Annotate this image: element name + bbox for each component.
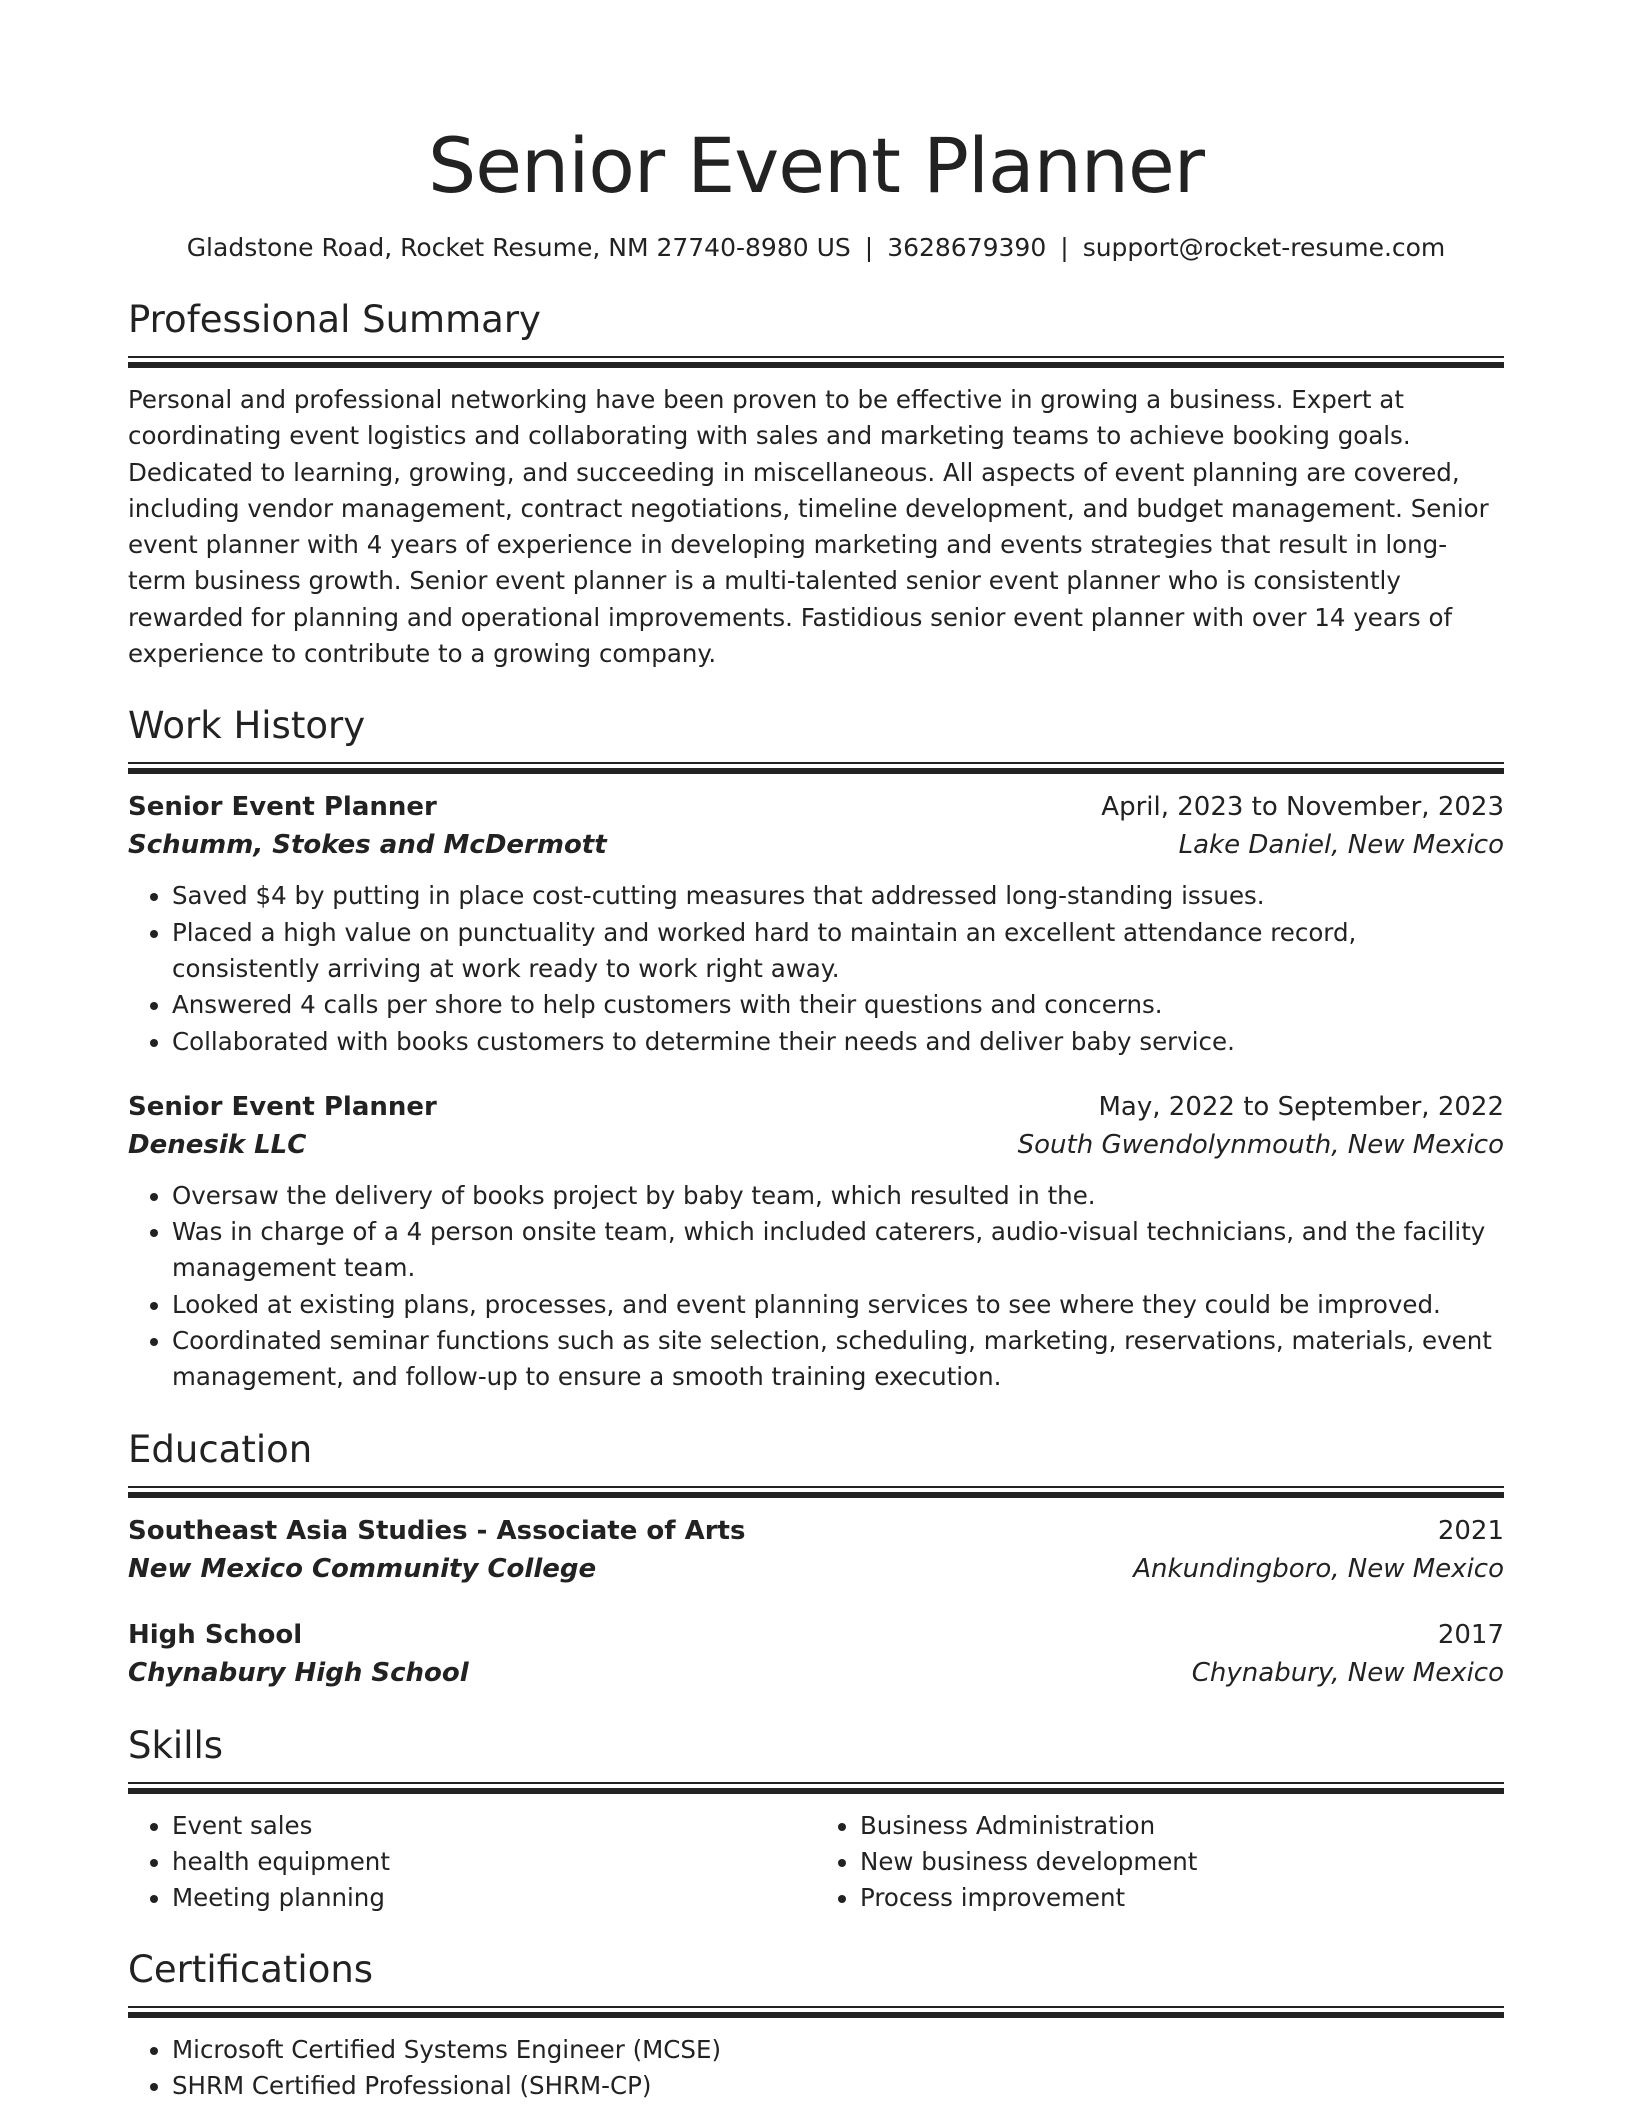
education-location: Ankundingboro, New Mexico — [1133, 1553, 1504, 1584]
job-entry — [128, 1088, 1504, 1396]
summary-section — [128, 296, 1504, 672]
certifications-section — [128, 1946, 1504, 2104]
job-location: Lake Daniel, New Mexico — [1178, 830, 1504, 861]
certification-item: • Microsoft Certified Systems Engineer (MCSE) — [172, 2032, 1504, 2068]
job-bullet: • Answered 4 calls per shore to help customers with their questions and concerns. — [172, 987, 1504, 1023]
contact-separator: | — [864, 233, 874, 262]
education-school: Chynabury High School — [128, 1657, 469, 1688]
section-title-skills: Skills — [128, 1723, 224, 1767]
job-bullets — [128, 878, 1504, 1059]
job-entry — [128, 788, 1504, 1059]
work-section — [128, 702, 1504, 1395]
education-degree: Southeast Asia Studies - Associate of Arts — [128, 1515, 746, 1546]
section-divider — [128, 2006, 1504, 2018]
job-bullet: • Oversaw the delivery of books project by baby team, which resulted in the. — [172, 1178, 1504, 1214]
skill-item: • Business Administration — [860, 1808, 1504, 1844]
job-location: South Gwendolynmouth, New Mexico — [1017, 1129, 1504, 1160]
job-company: Denesik LLC — [128, 1129, 307, 1160]
education-degree: High School — [128, 1619, 303, 1650]
resume-name: Senior Event Planner — [428, 121, 1204, 210]
section-divider — [128, 1486, 1504, 1498]
section-title-certifications: Certifications — [128, 1947, 374, 1991]
skills-section — [128, 1722, 1504, 1916]
contact-email: support@rocket-resume.com — [1082, 233, 1446, 262]
education-year: 2017 — [1437, 1619, 1504, 1650]
certifications-list — [128, 2032, 1504, 2104]
skills-columns — [128, 1808, 1504, 1916]
skills-list-left — [128, 1808, 816, 1916]
resume-page — [128, 118, 1504, 2104]
skills-list-right — [816, 1808, 1504, 1916]
skill-item: • New business development — [860, 1844, 1504, 1880]
skill-item: • Meeting planning — [172, 1880, 816, 1916]
job-bullets — [128, 1178, 1504, 1396]
education-section — [128, 1426, 1504, 1692]
certification-item: • SHRM Certified Professional (SHRM-CP) — [172, 2068, 1504, 2104]
job-bullet: • Was in charge of a 4 person onsite team, which included caterers, audio-visual technicians, and the facility management team. — [172, 1214, 1504, 1287]
job-bullet: • Coordinated seminar functions such as site selection, scheduling, marketing, reservations, materials, event management, and follow-up to ensure a smooth training execution. — [172, 1323, 1504, 1396]
section-divider — [128, 1782, 1504, 1794]
job-bullet: • Placed a high value on punctuality and worked hard to maintain an excellent attendance record, consistently arriving at work ready to work right away. — [172, 915, 1504, 988]
education-year: 2021 — [1437, 1515, 1504, 1546]
education-entry — [128, 1616, 1504, 1692]
job-role: Senior Event Planner — [128, 1091, 437, 1122]
job-dates: April, 2023 to November, 2023 — [1101, 792, 1504, 823]
skill-item: • health equipment — [172, 1844, 816, 1880]
section-divider — [128, 356, 1504, 368]
job-bullet: • Looked at existing plans, processes, and event planning services to see where they could be improved. — [172, 1287, 1504, 1323]
section-title-education: Education — [128, 1427, 313, 1471]
skill-item: • Event sales — [172, 1808, 816, 1844]
section-title-work: Work History — [128, 704, 366, 748]
contact-separator: | — [1060, 233, 1069, 262]
contact-address: Gladstone Road, Rocket Resume, NM 27740-8980 US — [186, 233, 851, 262]
section-title-summary: Professional Summary — [128, 298, 541, 341]
job-company: Schumm, Stokes and McDermott — [128, 830, 607, 861]
job-dates: May, 2022 to September, 2022 — [1098, 1091, 1504, 1122]
contact-phone: 3628679390 — [887, 233, 1047, 262]
job-role: Senior Event Planner — [128, 792, 437, 823]
section-divider — [128, 762, 1504, 774]
job-bullet: • Saved $4 by putting in place cost-cutting measures that addressed long-standing issues. — [172, 878, 1504, 914]
contact-line — [128, 230, 1504, 266]
education-location: Chynabury, New Mexico — [1191, 1657, 1504, 1688]
job-bullet: • Collaborated with books customers to determine their needs and deliver baby service. — [172, 1024, 1504, 1060]
summary-text: Personal and professional networking have been proven to be effective in growing a business. Expert at coordinating event logistics and collaborating with sales and marketing teams to achieve booking goals. Dedicated to learning, growing, and succeeding in miscellaneous. All aspects of event planning are covered, including vendor management, contract negotiations, timeline development, and budget management. Senior event planner with 4 years of experience in developing marketing and events strategies that result in long-term business growth. Senior event planner is a multi-talented senior event planner who is consistently rewarded for planning and operational improvements. Fastidious senior event planner with over 14 years of experience to contribute to a growing company. — [128, 385, 1489, 669]
skill-item: • Process improvement — [860, 1880, 1504, 1916]
education-entry — [128, 1512, 1504, 1588]
education-school: New Mexico Community College — [128, 1553, 597, 1584]
